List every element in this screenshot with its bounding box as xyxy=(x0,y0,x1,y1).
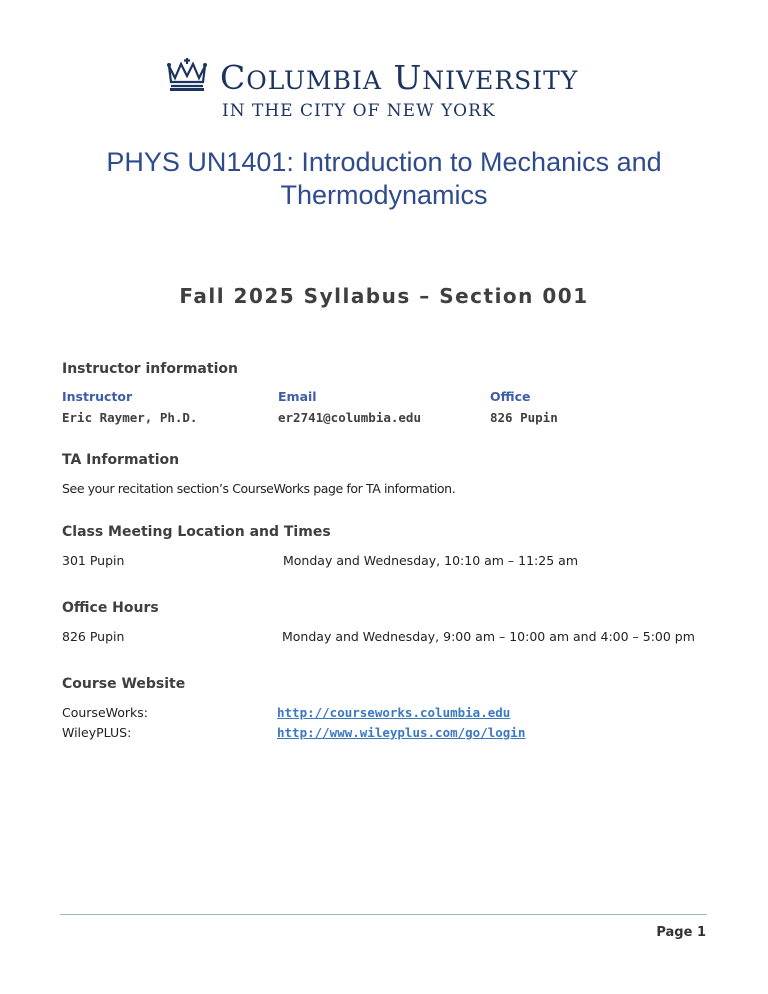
class-times: Monday and Wednesday, 10:10 am – 11:25 am xyxy=(283,553,578,568)
email-label: Email xyxy=(278,389,317,404)
crown-icon xyxy=(165,56,209,92)
footer-divider xyxy=(60,914,707,915)
instructor-name: Eric Raymer, Ph.D. xyxy=(62,410,198,425)
courseworks-link[interactable]: http://courseworks.columbia.edu xyxy=(277,705,511,720)
instructor-heading: Instructor information xyxy=(62,361,238,377)
logo-wordmark: COLUMBIA UNIVERSITY xyxy=(220,58,579,97)
course-website-heading: Course Website xyxy=(62,676,186,692)
ta-heading: TA Information xyxy=(62,452,180,468)
wileyplus-label: WileyPLUS: xyxy=(62,725,132,740)
page-number: Page 1 xyxy=(656,925,706,940)
course-title: PHYS UN1401: Introduction to Mechanics and Thermodynamics xyxy=(106,147,662,210)
ta-info-text: See your recitation section’s CourseWorks page for TA information. xyxy=(62,481,456,496)
courseworks-label: CourseWorks: xyxy=(62,705,149,720)
class-meeting-heading: Class Meeting Location and Times xyxy=(62,524,331,540)
office-hours-heading: Office Hours xyxy=(62,600,159,616)
logo-subtitle: IN THE CITY OF NEW YORK xyxy=(222,101,496,121)
wileyplus-link[interactable]: http://www.wileyplus.com/go/login xyxy=(277,725,526,740)
university-logo xyxy=(0,56,768,126)
office-hours-times: Monday and Wednesday, 9:00 am – 10:00 am and 4:00 – 5:00 pm xyxy=(282,629,695,644)
office-hours-location: 826 Pupin xyxy=(62,629,125,644)
office-label: Office xyxy=(490,389,531,404)
instructor-email: er2741@columbia.edu xyxy=(278,410,421,425)
instructor-office: 826 Pupin xyxy=(490,410,558,425)
instructor-label: Instructor xyxy=(62,389,133,404)
class-location: 301 Pupin xyxy=(62,553,125,568)
syllabus-title: Fall 2025 Syllabus – Section 001 xyxy=(179,284,589,308)
